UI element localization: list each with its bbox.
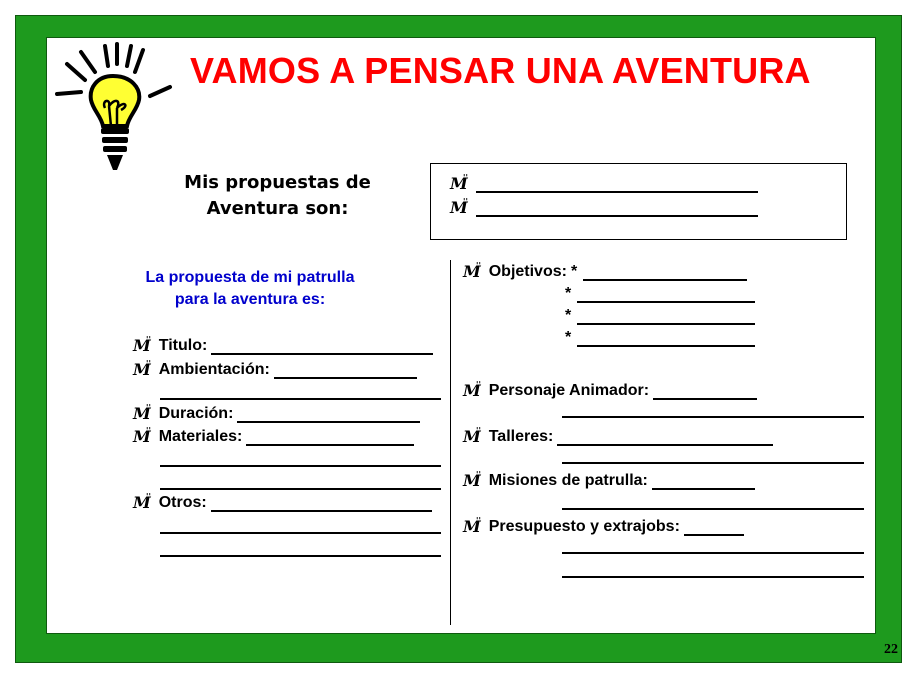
field-objetivos — [463, 259, 747, 281]
blank-line — [562, 416, 864, 418]
patrol-heading — [110, 267, 390, 311]
blank-line — [562, 576, 864, 578]
bullet-icon: M '' — [133, 404, 151, 423]
objetivo-line-2 — [565, 281, 755, 303]
field-label: Duración: — [158, 405, 234, 422]
bullet-icon: M '' — [133, 493, 151, 512]
bullet-icon: M '' — [463, 517, 481, 536]
patrol-heading-line1: La propuesta de mi patrulla — [145, 269, 355, 286]
field-personaje — [463, 378, 757, 400]
blank-line — [653, 381, 757, 400]
proposal-line-1 — [450, 171, 758, 193]
field-talleres — [463, 424, 773, 446]
field-label: Personaje Animador: — [488, 382, 650, 399]
blank-line — [160, 465, 441, 467]
field-label: Otros: — [158, 494, 207, 511]
lightbulb-icon — [55, 42, 180, 174]
blank-line — [583, 262, 747, 281]
star-marker: * — [570, 263, 578, 280]
blank-line — [652, 471, 755, 490]
proposals-heading — [165, 170, 390, 222]
bullet-icon: M '' — [133, 360, 151, 379]
field-otros — [133, 490, 432, 512]
column-divider — [450, 260, 451, 625]
field-ambientacion — [133, 357, 417, 379]
blank-line — [577, 328, 755, 347]
proposals-heading-line1: Mis propuestas de — [184, 172, 371, 193]
blank-line — [211, 493, 432, 512]
bullet-icon: M '' — [133, 427, 151, 446]
field-label: Titulo: — [158, 337, 208, 354]
star-marker: * — [565, 329, 572, 346]
bullet-icon: M '' — [133, 336, 151, 355]
field-label: Objetivos: — [488, 263, 567, 280]
field-label: Presupuesto y extrajobs: — [488, 518, 680, 535]
bullet-icon: M '' — [463, 381, 481, 400]
star-marker: * — [565, 285, 572, 302]
blank-line — [160, 555, 441, 557]
bullet-icon: M '' — [450, 174, 468, 193]
objetivo-line-3 — [565, 303, 755, 325]
page-number: 22 — [884, 642, 898, 657]
objetivo-line-4 — [565, 325, 755, 347]
proposal-line-2 — [450, 195, 758, 217]
bullet-icon: M '' — [450, 198, 468, 217]
field-label: Misiones de patrulla: — [488, 472, 648, 489]
star-marker: * — [565, 307, 572, 324]
proposals-heading-line2: Aventura son: — [206, 198, 349, 219]
blank-line — [160, 532, 441, 534]
bullet-icon: M '' — [463, 471, 481, 490]
field-duracion — [133, 401, 420, 423]
blank-line — [160, 398, 441, 400]
blank-line — [237, 404, 420, 423]
patrol-heading-line2: para la aventura es: — [174, 291, 326, 308]
blank-line — [562, 552, 864, 554]
blank-line — [684, 517, 744, 536]
blank-line — [562, 508, 864, 510]
blank-line — [476, 174, 758, 193]
field-titulo — [133, 333, 433, 355]
field-label: Ambientación: — [158, 361, 270, 378]
blank-line — [577, 284, 755, 303]
field-label: Talleres: — [488, 428, 554, 445]
blank-line — [577, 306, 755, 325]
blank-line — [562, 462, 864, 464]
blank-line — [246, 427, 414, 446]
field-materiales — [133, 424, 414, 446]
blank-line — [274, 360, 417, 379]
blank-line — [557, 427, 773, 446]
bullet-icon: M '' — [463, 427, 481, 446]
bullet-icon: M '' — [463, 262, 481, 281]
blank-line — [476, 198, 758, 217]
field-label: Materiales: — [158, 428, 243, 445]
field-misiones — [463, 468, 755, 490]
page-title: VAMOS A PENSAR UNA AVENTURA — [190, 50, 811, 91]
field-presupuesto — [463, 514, 744, 536]
blank-line — [211, 336, 433, 355]
